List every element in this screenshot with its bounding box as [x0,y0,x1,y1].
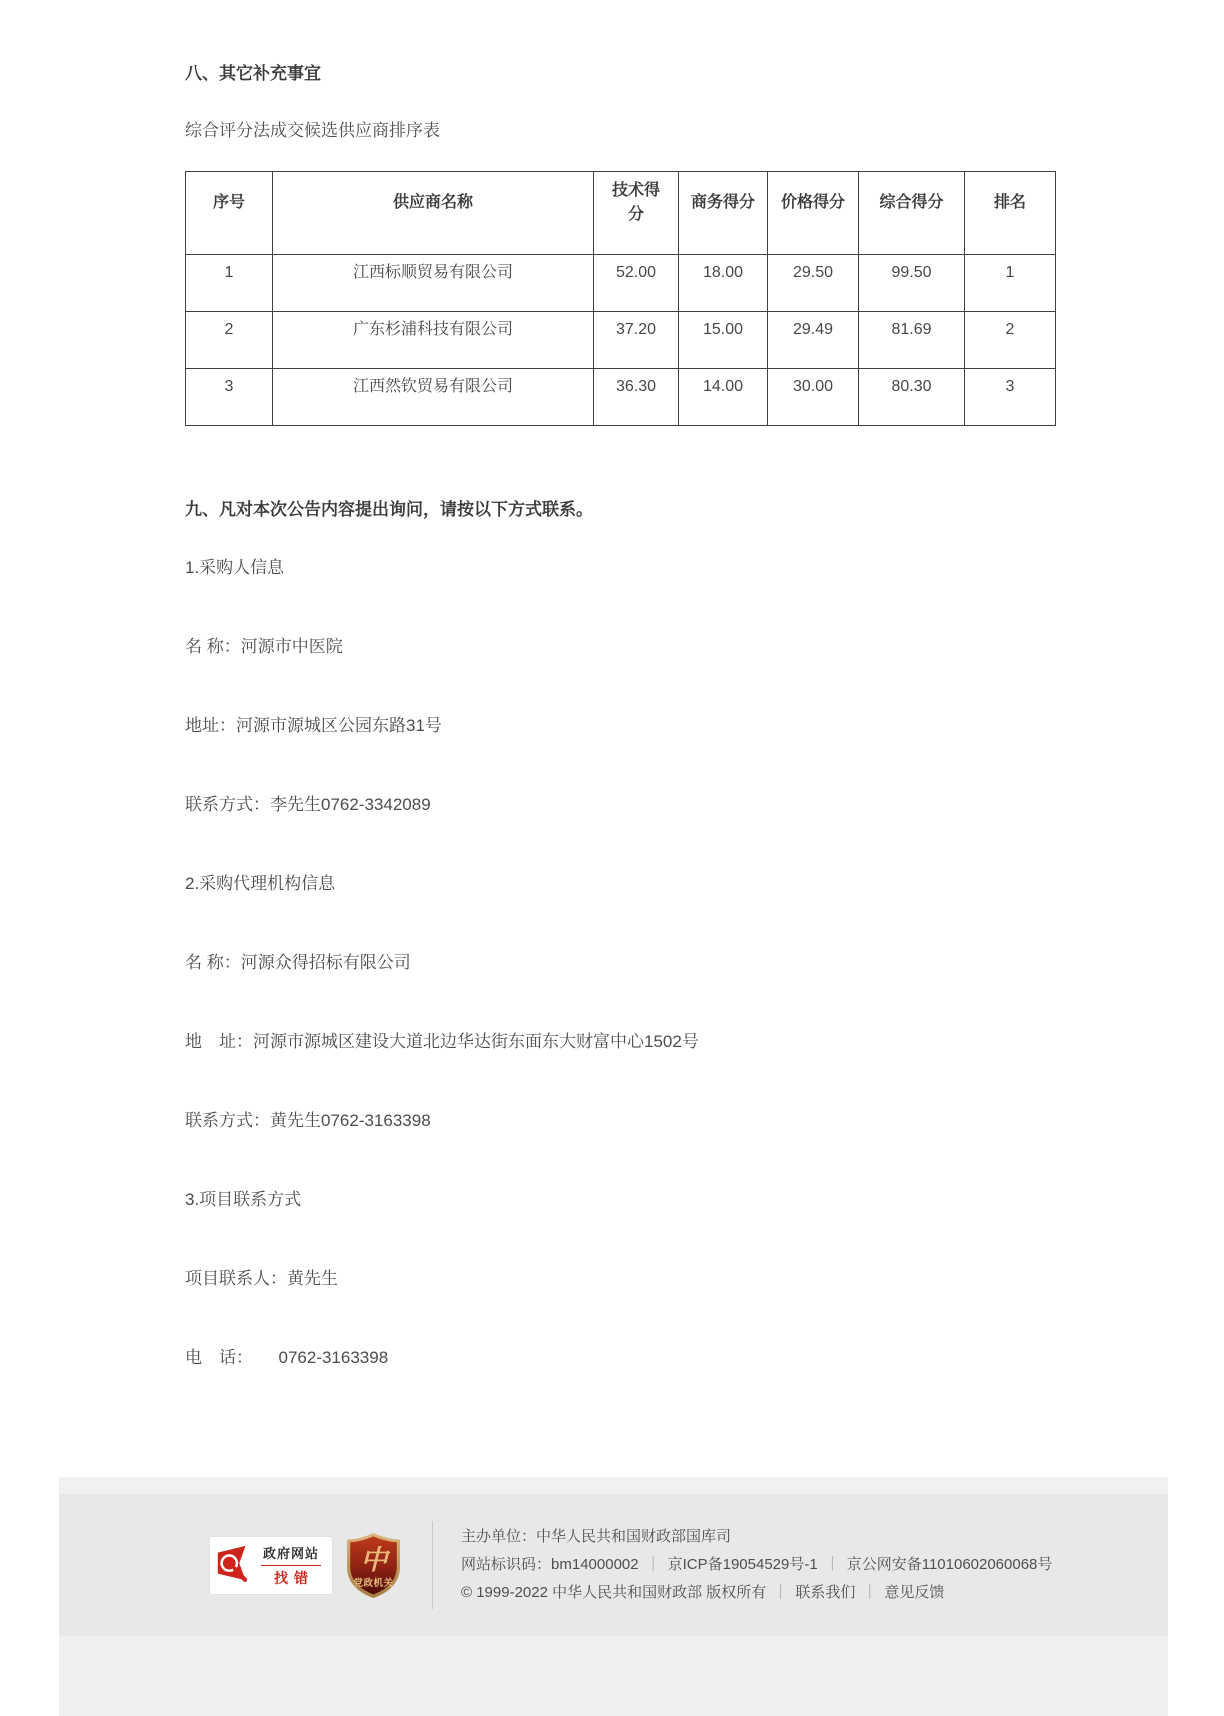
shield-emblem-glyph: 中 [360,1544,388,1575]
cell-price-score: 30.00 [768,369,859,426]
magnifier-flag-icon [214,1544,256,1586]
cell-supplier: 广东杉浦科技有限公司 [273,312,594,369]
section8-heading: 八、其它补充事宜 [185,64,321,83]
footer-badges [209,1532,402,1599]
cell-index: 3 [186,369,273,426]
col-header-business-score: 商务得分 [679,172,768,255]
cell-total-score: 80.30 [859,369,965,426]
ranking-table-caption: 综合评分法成交候选供应商排序表 [185,121,440,140]
footer-copyright-line [461,1579,1052,1607]
copyright-text: © 1999-2022 中华人民共和国财政部 版权所有 [461,1584,767,1601]
cell-supplier: 江西标顺贸易有限公司 [273,255,594,312]
footer-top-strip [59,1477,1168,1494]
cell-tech-score: 36.30 [594,369,679,426]
gov-site-error-report-badge[interactable] [209,1536,333,1595]
cell-rank: 3 [965,369,1056,426]
table-row [186,255,1056,312]
host-value: 中华人民共和国财政部国库司 [536,1528,732,1545]
col-header-total-score: 综合得分 [859,172,965,255]
footer-vertical-divider [432,1521,433,1609]
purchaser-address-line: 地址：河源市源城区公园东路31号 [185,716,442,735]
cell-total-score: 99.50 [859,255,965,312]
subsection-agency-title: 2.采购代理机构信息 [185,874,336,893]
footer-host-line [461,1523,1052,1551]
agency-contact-line: 联系方式：黄先生0762-3163398 [185,1111,431,1130]
table-row [186,312,1056,369]
feedback-link[interactable]: 意见反馈 [884,1584,945,1601]
agency-name-line: 名 称：河源众得招标有限公司 [185,953,411,972]
footer-main [59,1494,1168,1636]
cell-rank: 1 [965,255,1056,312]
contact-us-link[interactable]: 联系我们 [795,1584,856,1601]
site-id-label: 网站标识码： [461,1556,552,1573]
cell-business-score: 18.00 [679,255,768,312]
project-contact-person-line: 项目联系人：黄先生 [185,1269,338,1288]
cell-total-score: 81.69 [859,312,965,369]
footer-bottom-strip [59,1636,1168,1716]
cell-price-score: 29.49 [768,312,859,369]
footer-site-id-line [461,1551,1052,1579]
col-header-rank: 排名 [965,172,1056,255]
page-footer [59,1477,1168,1716]
error-badge-subtitle: 找错 [274,1569,314,1586]
subsection-purchaser-title: 1.采购人信息 [185,558,285,577]
shield-badge-label: 党政机关 [353,1577,394,1589]
cell-index: 2 [186,312,273,369]
announcement-content [185,0,1057,1367]
agency-address-line: 地 址：河源市源城区建设大道北边华达街东面东大财富中心1502号 [185,1032,699,1051]
cell-business-score: 15.00 [679,312,768,369]
cell-index: 1 [186,255,273,312]
footer-text-block [461,1523,1052,1607]
separator: ｜ [773,1584,789,1601]
purchaser-contact-line: 联系方式：李先生0762-3342089 [185,795,431,814]
table-header-row [186,172,1056,255]
col-header-tech-score: 技术得分 [594,172,679,255]
host-label: 主办单位： [461,1528,537,1545]
subsection-project-title: 3.项目联系方式 [185,1190,302,1209]
error-badge-title: 政府网站 [262,1545,319,1561]
cell-rank: 2 [965,312,1056,369]
supplier-ranking-table [185,171,1056,426]
col-header-price-score: 价格得分 [768,172,859,255]
separator: ｜ [862,1584,878,1601]
cell-tech-score: 37.20 [594,312,679,369]
separator: ｜ [645,1556,661,1573]
table-row [186,369,1056,426]
section9-heading: 九、凡对本次公告内容提出询问，请按以下方式联系。 [185,500,593,519]
col-header-index: 序号 [186,172,273,255]
separator: ｜ [824,1556,840,1573]
cell-supplier: 江西然钦贸易有限公司 [273,369,594,426]
error-badge-text [256,1543,326,1588]
party-government-shield-icon[interactable] [345,1532,402,1599]
cell-price-score: 29.50 [768,255,859,312]
cell-tech-score: 52.00 [594,255,679,312]
project-phone-line: 电 话： 0762-3163398 [185,1348,389,1367]
cell-business-score: 14.00 [679,369,768,426]
error-badge-divider [261,1565,321,1566]
purchaser-name-line: 名 称：河源市中医院 [185,637,343,656]
site-id-code: bm14000002 [551,1556,639,1573]
police-license-link[interactable]: 京公网安备11010602060068号 [846,1556,1053,1573]
col-header-supplier: 供应商名称 [273,172,594,255]
icp-license-link[interactable]: 京ICP备19054529号-1 [667,1556,818,1573]
